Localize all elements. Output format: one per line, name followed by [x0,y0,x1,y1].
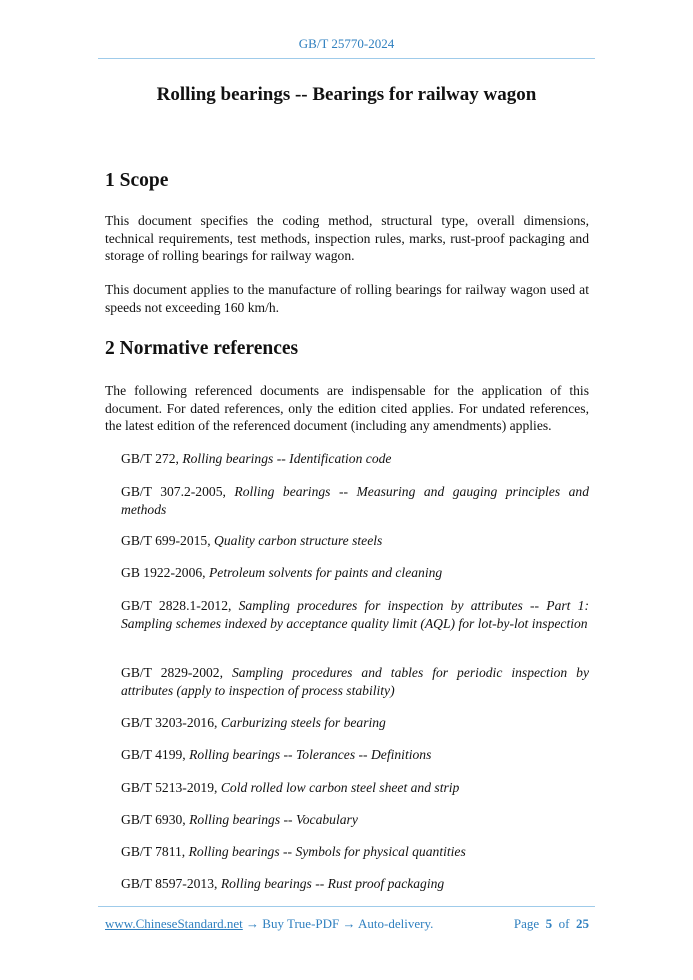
reference-item: GB/T 7811, Rolling bearings -- Symbols for physical quantities [121,844,466,859]
footer [105,916,589,932]
reference-item: GB/T 272, Rolling bearings -- Identification code [121,451,392,466]
delivery-text: Auto-delivery. [358,916,434,931]
arrow-right-icon: → [339,916,359,931]
reference-item: GB/T 3203-2016, Carburizing steels for bearing [121,715,386,730]
section-heading-normative-references: 2 Normative references [105,338,299,359]
arrow-right-icon: → [242,916,263,931]
page-number: Page 5 of 25 [513,916,589,931]
section-heading-scope: 1 Scope [105,170,169,191]
reference-item: GB/T 6930, Rolling bearings -- Vocabulary [121,812,358,827]
reference-item: GB/T 2829-2002, Sampling procedures and tables for periodic inspection by attributes (apply to inspection of process stability) [121,665,590,698]
header-divider [98,58,595,59]
reference-item: GB/T 5213-2019, Cold rolled low carbon steel sheet and strip [121,780,460,795]
reference-item: GB/T 8597-2013, Rolling bearings -- Rust proof packaging [121,876,445,891]
reference-item: GB/T 4199, Rolling bearings -- Tolerances -- Definitions [121,747,432,762]
header-doc-id: GB/T 25770-2024 [298,36,395,51]
buy-text: Buy True-PDF [262,916,340,931]
reference-item: GB/T 307.2-2005, Rolling bearings -- Measuring and gauging principles and methods [121,484,589,517]
reference-item: GB/T 2828.1-2012, Sampling procedures for inspection by attributes -- Part 1: Sampling schemes indexed by acceptance quality limit (AQL) for lot-by-lot inspection [121,598,589,631]
reference-item: GB/T 699-2015, Quality carbon structure steels [121,533,383,548]
scope-paragraph-2: This document applies to the manufacture of rolling bearings for railway wagon used at speeds not exceeding 160 km/h. [105,282,589,315]
references-intro-paragraph: The following referenced documents are indispensable for the application of this document. For dated references, only the edition cited applies. For undated references, the latest edition of the referenced document (including any amendments) applies. [105,383,589,434]
reference-item: GB 1922-2006, Petroleum solvents for paints and cleaning [121,565,443,580]
footer-promo [105,916,433,932]
website-link[interactable]: www.ChineseStandard.net [105,916,243,931]
footer-divider [98,906,595,907]
document-title: Rolling bearings -- Bearings for railway wagon [156,84,537,105]
current-page: 5 [545,916,553,931]
total-pages: 25 [576,916,589,931]
scope-paragraph-1: This document specifies the coding method, structural type, overall dimensions, technical requirements, test methods, inspection rules, marks, rust-proof packaging and storage of rolling bearings for railway wagon. [105,213,589,264]
